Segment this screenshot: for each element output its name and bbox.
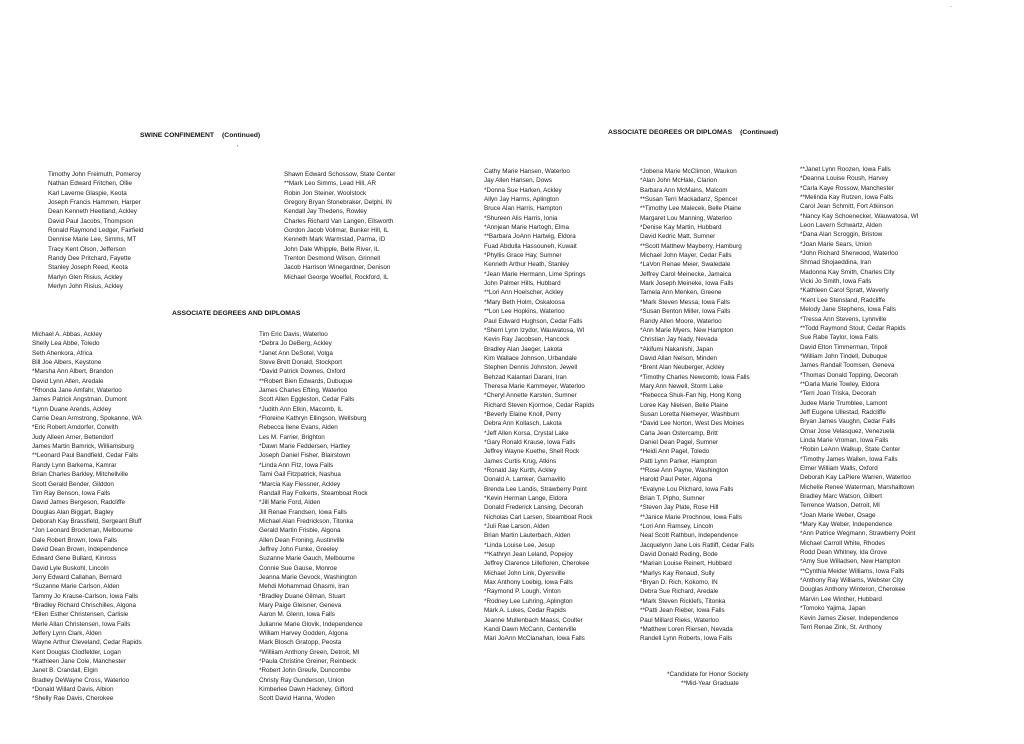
graduate-entry: *Eric Robert Arndorfer, Corwith xyxy=(32,424,119,432)
graduate-entry: Bruce Alan Harris, Hampton xyxy=(484,205,563,213)
graduate-entry: Bradley Marc Watson, Gilbert xyxy=(800,493,883,501)
graduate-entry: **Leonard Paul Bandfield, Cedar Falls xyxy=(32,452,139,460)
graduate-entry: *Cheryl Annette Karsten, Sumner xyxy=(484,392,577,400)
graduate-entry: **Melinda Kay Rutzen, Iowa Falls xyxy=(800,194,894,202)
graduate-entry: Vicki Jo Smith, Iowa Falls xyxy=(800,278,872,286)
graduate-entry: Elmer William Walls, Oxford xyxy=(800,465,878,472)
graduate-entry: *Bradley Duane Gilman, Stuart xyxy=(259,592,346,600)
graduate-entry: *Mary Beth Holm, Oskaloosa xyxy=(484,298,565,306)
graduate-entry: *Joan Marie Sears, Union xyxy=(800,240,872,248)
graduate-entry: Steve Brett Donald, Stockport xyxy=(259,359,342,367)
graduate-entry: Dale Robert Brown, Iowa Falls xyxy=(32,536,118,544)
graduate-entry: Trenton Desmond Wilson, Grinnell xyxy=(284,255,381,263)
graduate-entry: *Donna Sue Harken, Ackley xyxy=(484,186,562,194)
graduate-entry: Tamela Ann Menken, Greene xyxy=(640,289,722,297)
graduate-entry: Mary Ann Newell, Storm Lake xyxy=(640,382,723,390)
graduate-entry: Christian Jay Nady, Nevada xyxy=(640,336,718,344)
graduate-entry: Shawn Edward Schossow, State Center xyxy=(284,171,396,178)
graduate-entry: *Amy Sue Willadsen, New Hampton xyxy=(800,558,901,566)
section-title: ASSOCIATE DEGREES AND DIPLOMAS xyxy=(172,310,301,317)
graduate-entry: *William John Tindell, Dubuque xyxy=(800,352,888,360)
graduate-entry: **Cynthia Meider Williams, Iowa Falls xyxy=(800,567,905,575)
graduate-entry: *Marsha Ann Albert, Brandon xyxy=(32,368,114,376)
graduate-entry: *Williiam Anthony Green, Detroit, MI xyxy=(259,648,360,656)
graduate-entry: Jerry Edward Callahan, Bernard xyxy=(32,573,122,581)
graduate-entry: *Dawn Marie Feddersen, Hartley xyxy=(259,443,351,451)
graduate-entry: Brenda Lee Landis, Strawberry Point xyxy=(484,485,587,493)
graduate-entry: David James Bergeson, Radcliffe xyxy=(32,499,125,507)
graduate-entry: David Allan Nelson, Minden xyxy=(640,354,718,362)
graduate-entry: Bradley DeWayne Cross, Waterloo xyxy=(32,676,130,684)
graduate-entry: Cathy Marie Hansen, Waterloo xyxy=(484,168,570,175)
graduate-entry: Jill Renae Frandsen, Iowa Falls xyxy=(259,508,347,516)
graduate-entry: Fuad Abdulla Hassouneh, Kuwait xyxy=(484,242,577,250)
graduate-entry: *Tomoko Yajima, Japan xyxy=(800,605,866,613)
graduate-entry: *Gary Ronald Krause, Iowa Falls xyxy=(484,438,576,446)
graduate-entry: Kandi Dawn McCann, Centerville xyxy=(484,625,577,633)
graduate-entry: Neal Scott Rathbun, Independence xyxy=(640,532,739,540)
graduate-entry: Karl Laverne Glaspie, Keota xyxy=(48,189,127,197)
graduate-entry: Tami Gail Fitzpatrick, Nashua xyxy=(259,471,341,479)
graduate-entry: Kenneth Arthur Heath, Stanley xyxy=(484,261,570,269)
graduate-entry: James Martin Bamrick, Williamsburg xyxy=(32,443,134,451)
graduate-entry: Jeffrey Carol Meinecke, Jamaica xyxy=(640,270,732,278)
graduate-entry: William Harvey Godden, Algona xyxy=(259,630,348,637)
graduate-entry: *Evalyne Lou Pilchard, Iowa Falls xyxy=(640,485,734,493)
graduate-entry: **Lori Ann Hoelscher, Ackley xyxy=(484,289,564,297)
graduate-entry: Kimberlee Dawn Hackney, Gifford xyxy=(259,686,354,694)
associate-names-column-2 xyxy=(259,330,368,704)
graduate-entry: *Anthony Ray Williams, Webster City xyxy=(800,577,904,585)
graduate-entry: *Suzanne Marie Carlson, Alden xyxy=(32,583,120,591)
graduate-entry: *Shureen Alis Harris, Ionia xyxy=(484,214,558,222)
graduate-entry: Joseph Daniel Fisher, Blairstown xyxy=(259,452,351,460)
graduate-entry: Randy Allen Moore, Waterloo xyxy=(640,317,722,325)
graduate-entry: Timothy John Freimuth, Pomeroy xyxy=(48,171,141,178)
graduate-entry: *Rhonda Jane Amfahr, Waterloo xyxy=(32,387,122,395)
graduate-entry: *Bryan D. Rich, Kokomo, IN xyxy=(640,579,718,587)
graduate-entry: Dean Kenneth Heetland, Ackley xyxy=(48,208,137,216)
graduate-entry: *Janet Ann DeSotel, Volga xyxy=(259,349,333,357)
graduate-entry: Christy Ray Gunderson, Union xyxy=(259,676,345,684)
graduate-entry: James Randall Toomsen, Geneva xyxy=(800,362,895,370)
graduate-entry: Ronald Raymond Ledger, Fairfield xyxy=(48,227,144,235)
graduate-entry: *John Richard Sherwood, Waterloo xyxy=(800,250,899,258)
graduate-entry: James Curtis Krug, Atkins xyxy=(484,457,557,465)
graduate-entry: Linda Marie Vroman, Iowa Falls xyxy=(800,436,889,444)
graduate-entry: *Jean Marie Hermann, Lime Springs xyxy=(484,270,586,278)
section-title: ASSOCIATE DEGREES OR DIPLOMAS xyxy=(608,129,733,136)
graduate-entry: *Mark Steven Ricklefs, Titonka xyxy=(640,597,726,605)
graduate-entry: Judee Marie Trumblee, Lamont xyxy=(800,399,888,407)
graduate-entry: *Rodney Lee Luhring, Aplington xyxy=(484,597,573,605)
graduate-entry: *LaVon Renae Meier, Swaledale xyxy=(640,261,731,269)
graduate-entry: Randy Dee Pritchard, Fayette xyxy=(48,255,131,263)
graduate-entry: **Susan Terri Mackadanz, Spencer xyxy=(640,196,738,204)
graduate-entry: John Dale Whipple, Belle River, IL xyxy=(284,245,380,253)
graduate-entry: Richard Steven Kjormoe, Cedar Rapids xyxy=(484,401,595,409)
graduate-entry: Rodd Dean Whitney, Ida Grove xyxy=(800,549,888,557)
graduate-entry: Jacquelynn Jane Lois Ratliff, Cedar Falls xyxy=(640,541,754,549)
graduate-entry: Janet B. Crandall, Elgin xyxy=(32,667,98,675)
graduate-entry: *Donald Willard Davis, Albion xyxy=(32,686,114,694)
graduate-entry: Charles Richard Van Langen, Ellsworth xyxy=(284,217,394,225)
graduate-entry: **Rose Ann Payne, Washington xyxy=(640,467,729,474)
graduate-entry: Bill Joe Albers, Keystone xyxy=(32,359,102,367)
graduate-entry: David Donald Reding, Bode xyxy=(640,551,718,559)
graduate-entry: *Kent Lee Stensland, Radcliffe xyxy=(800,296,886,304)
graduate-entry: **Darla Marie Towley, Eldora xyxy=(800,380,880,388)
swine-names-column-2 xyxy=(284,170,395,282)
graduate-entry: Debra Ann Kollasch, Lakota xyxy=(484,420,562,428)
graduate-entry: Allen Dean Froning, Austinville xyxy=(259,536,345,544)
graduate-entry: Donald Frederick Lansing, Decorah xyxy=(484,504,584,512)
graduate-entry: *Ronald Jay Kurth, Ackley xyxy=(484,467,557,474)
associate-degrees-continued-header xyxy=(608,129,778,136)
graduate-entry: Rebecca Ilene Evans, Alden xyxy=(259,424,338,432)
graduate-entry: *Jill Marie Ford, Alden xyxy=(259,499,321,507)
graduate-entry: *Nancy Kay Schoenecker, Wauwatosa, WI xyxy=(800,212,919,220)
graduate-entry: *Kathleen Jane Cole, Manchester xyxy=(32,658,126,666)
graduate-entry: James Patrick Angstman, Dumont xyxy=(32,396,127,404)
graduate-entry: *Steven Jay Plate, Rose Hill xyxy=(640,504,719,512)
scan-mark: . xyxy=(950,2,952,9)
graduate-entry: Carla Jean Ostercamp, Britt xyxy=(640,429,718,437)
graduate-entry: Leon Lavern Schwartz, Alden xyxy=(800,222,882,230)
graduate-entry: *Beverly Elaine Knoll, Perry xyxy=(484,410,561,418)
graduate-entry: David Paul Jacobs, Thompson xyxy=(48,217,134,225)
associate-degrees-header xyxy=(172,310,300,317)
graduate-entry: Harold Paul Peter, Algona xyxy=(640,476,713,484)
graduate-entry: *Marian Louise Reinert, Hubbard xyxy=(640,560,732,568)
graduate-entry: Edward Gene Bullard, Kinross xyxy=(32,555,117,563)
graduate-entry: Seth Ahenkora, Africa xyxy=(32,349,93,357)
graduate-entry: *Jon Leonard Brockman, Melbourne xyxy=(32,527,133,535)
graduate-entry: Allyn Jay Harms, Aplington xyxy=(484,196,559,204)
graduate-entry: Daniel Dean Pagel, Sumner xyxy=(640,438,719,446)
graduate-entry: *Juli Rae Larson, Alden xyxy=(484,523,550,531)
graduate-entry: Julianne Marie Glovik, Independence xyxy=(259,620,363,628)
graduate-entry: Kevin James Zieser, Independence xyxy=(800,614,899,622)
graduate-entry: *Robert John Greufe, Duncombe xyxy=(259,667,351,675)
graduate-entry: *Shelly Rae Davis, Cherokee xyxy=(32,695,114,703)
graduate-entry: Michael John Mayer, Cedar Falls xyxy=(640,252,732,260)
continued-label: (Continued) xyxy=(740,129,779,136)
graduate-entry: *Brent Alan Neuberger, Ackley xyxy=(640,364,725,372)
graduate-entry: Kevin Ray Jacobsen, Hancock xyxy=(484,336,570,344)
graduate-entry: **Janice Marie Prochnow, Iowa Falls xyxy=(640,513,742,521)
graduate-entry: Michael George Woelfel, Rockford, IL xyxy=(284,273,389,281)
graduate-entry: *Mary Kay Weber, Independence xyxy=(800,521,893,529)
graduate-entry: *Carla Kaye Rossow, Manchester xyxy=(800,184,894,192)
graduate-entry: Nathan Edward Fritchen, Ollie xyxy=(48,180,132,188)
graduate-entry: **Todd Raymond Stout, Cedar Rapids xyxy=(800,324,906,332)
graduate-entry: Deborah Kay LaPiere Warren, Waterloo xyxy=(800,474,911,482)
graduate-entry: Aaron M. Glenn, Iowa Falls xyxy=(259,611,335,619)
graduate-entry: Paul Millard Rieks, Waterloo xyxy=(640,616,719,624)
graduate-entry: **Robert Bien Edwards, Dubuque xyxy=(259,377,353,385)
graduate-entry: *Floreine Kathryn Ellingson, Wellsburg xyxy=(259,415,367,423)
graduate-entry: *Susan Benton Miller, Iowa Falls xyxy=(640,308,731,316)
graduate-entry: *Marcia Kay Flessner, Ackley xyxy=(259,480,341,488)
graduate-entry: Brian Martin Lauterbach, Alden xyxy=(484,532,571,540)
graduate-entry: Suzanne Marie Gauch, Melbourne xyxy=(259,555,355,563)
graduate-entry: David Dean Brown, Independence xyxy=(32,545,128,553)
graduate-entry: Tracy Kent Olson, Jefferson xyxy=(48,245,126,253)
graduate-entry: *David Patrick Downes, Oxford xyxy=(259,368,346,376)
graduate-entry: *Annjean Marie Hartogh, Elma xyxy=(484,224,570,232)
graduate-entry: Bradley Alan Jaeger, Lakota xyxy=(484,345,563,353)
graduate-entry: Carol Jean Schmitt, Fort Atkinson xyxy=(800,203,894,211)
graduate-entry: *Linda Ann Fitz, Iowa Falls xyxy=(259,461,334,469)
graduate-entry: Kenneth Mark Warmstad, Parma, ID xyxy=(284,236,386,244)
graduate-entry: **Kathryn Jean Leland, Popejoy xyxy=(484,551,573,559)
graduate-entry: *Denise Kay Martin, Hubbard xyxy=(640,224,722,232)
graduate-entry: *Timothy James Wallen, Iowa Falls xyxy=(800,455,898,463)
graduate-entry: Mary Paige Gleisner, Geneva xyxy=(259,601,342,609)
graduate-entry: Mark A. Lukes, Cedar Rapids xyxy=(484,607,566,615)
associate-names-column-4 xyxy=(640,167,754,644)
section-title: SWINE CONFINEMENT xyxy=(140,132,215,139)
graduate-entry: Jeanne Mullenbach Maass, Coulter xyxy=(484,616,583,624)
graduate-entry: *Thomas Donald Topping, Decorah xyxy=(800,371,898,379)
graduate-entry: *Linda Louise Lee, Jesup xyxy=(484,541,555,549)
graduate-entry: Terrence Watson, Detroit, MI xyxy=(800,502,880,510)
graduate-entry: Michael Carroll White, Rhodes xyxy=(800,539,886,547)
graduate-entry: Jacob Harrison Winegardner, Denison xyxy=(284,264,391,272)
graduate-entry: *Bradley Richard Chrischilles, Algona xyxy=(32,601,136,609)
graduate-entry: Wayne Arthur Cleveland, Cedar Rapids xyxy=(32,639,142,647)
graduate-entry: Judy Alleen Arner, Bettendorf xyxy=(32,433,114,441)
graduate-entry: Randall Ray Folkerts, Steamboat Rock xyxy=(259,489,368,497)
graduate-entry: *Akifumi Nakanishi, Japan xyxy=(640,345,714,353)
graduate-entry: *Ellen Esther Christensen, Carlisle xyxy=(32,611,129,619)
graduate-entry: Kim Wallace Johnson, Urbandale xyxy=(484,354,577,362)
graduate-entry: Marlyn Glen Risius, Ackley xyxy=(48,273,123,281)
graduate-entry: Douglas Anthony Winteron, Cherokee xyxy=(800,586,906,594)
graduate-entry: David Lyle Buskohl, Lincoln xyxy=(32,564,109,572)
graduate-entry: Scott Allen Eggleston, Cedar Falls xyxy=(259,396,355,404)
graduate-entry: Gerald Martin Frisbie, Algona xyxy=(259,527,341,535)
graduate-entry: *Ann Marie Myers, New Hampton xyxy=(640,326,734,334)
graduate-entry: Stanley Joseph Reed, Keota xyxy=(48,264,128,272)
graduate-entry: *Deanna Louise Roush, Harvey xyxy=(800,175,889,183)
graduate-entry: Paul Edward Hughson, Cedar Falls xyxy=(484,317,583,325)
graduate-entry: *Lynn Duane Arends, Ackley xyxy=(32,405,112,413)
graduate-entry: Stephen Dennis Johnston, Jewell xyxy=(484,364,578,372)
graduate-entry: Connie Sue Gause, Monroe xyxy=(259,564,338,572)
graduate-entry: Scott David Hanna, Woden xyxy=(259,695,335,703)
graduate-entry: Debra Sue Richard, Aredale xyxy=(640,588,719,596)
graduate-entry: Omar Jose Velasquez, Venezuela xyxy=(800,427,895,435)
graduate-entry: Madonna Kay Smith, Charles City xyxy=(800,268,895,276)
graduate-entry: Marvin Lee Winther, Hubbard xyxy=(800,595,882,603)
graduate-entry: Behzad Kalantari Darani, Iran xyxy=(484,373,567,381)
graduate-entry: *Alan John McHale, Clarion xyxy=(640,177,717,185)
graduate-entry: Gordon Jacob Vollmar, Bunker Hill, IL xyxy=(284,227,389,235)
graduate-entry: *Judith Ann Elkin, Macomb, IL xyxy=(259,405,343,413)
associate-names-column-1 xyxy=(32,330,142,704)
graduate-entry: Melody Jane Stephens, Iowa Falls xyxy=(800,306,896,314)
graduate-entry: Michelle Renee Waterman, Marshalltown xyxy=(800,483,915,491)
graduate-entry: Jeff Eugene Ullestad, Radcliffe xyxy=(800,408,886,416)
graduate-entry: Michael John Link, Dyersville xyxy=(484,569,566,577)
graduate-entry: Jeffrey Wayne Kuethe, Shell Rock xyxy=(484,448,580,456)
graduate-entry: *Kevin Herman Lange, Eldora xyxy=(484,495,568,503)
graduate-entry: Barbara Ann McMains, Malcom xyxy=(640,186,728,194)
graduate-entry: John Palmer Hills, Hubbard xyxy=(484,280,561,288)
graduate-entry: Shmad Shojaeddina, Iran xyxy=(800,259,872,267)
graduate-entry: Susan Loretta Niemeyer, Washburn xyxy=(640,410,740,418)
graduate-entry: Brian Charles Barkley, Mitchellville xyxy=(32,471,129,479)
graduate-entry: Merlyn John Risius, Ackley xyxy=(48,283,123,291)
graduate-entry: *Timothy Charles Newcomb, Iowa Falls xyxy=(640,373,750,381)
graduate-entry: Tim Ray Benson, Iowa Falls xyxy=(32,489,111,497)
graduate-entry: **Barbara JoAnn Hartwig, Eldora xyxy=(484,233,576,241)
graduate-entry: David Elton Timmerman, Tripoli xyxy=(800,343,888,351)
graduate-entry: Dennise Marie Lee, Simms, MT xyxy=(48,236,137,244)
graduate-entry: *Tressa Ann Stevens, Lynnville xyxy=(800,315,887,323)
graduate-entry: David Kedric Matt, Sumner xyxy=(640,233,716,241)
graduate-entry: Shelly Lea Abbe, Toledo xyxy=(32,340,100,348)
graduate-entry: Scott Gerald Bender, Gilddon xyxy=(32,480,114,488)
graduate-entry: *Joan Marie Weber, Osage xyxy=(800,511,876,519)
graduate-entry: Sue Rabe Taylor, Iowa Falls xyxy=(800,334,878,342)
graduate-entry: Loree Kay Nielsen, Belle Plaine xyxy=(640,401,729,409)
graduate-entry: *Lori Ann Ramsey, Lincoln xyxy=(640,523,714,531)
graduate-entry: James Charles Efting, Waterloo xyxy=(259,387,348,395)
graduate-entry: Terri Renae Zink, St. Anthony xyxy=(800,623,882,631)
graduate-entry: *Kathleen Carol Spratt, Waverly xyxy=(800,287,889,295)
footnote-honor-society: *Candidate for Honor Society xyxy=(667,671,749,678)
graduate-entry: *Phyllis Grace Hay, Sumner xyxy=(484,252,562,260)
graduate-entry: **Scott Matthew Mayberry, Hamburg xyxy=(640,242,742,250)
graduate-entry: Patti Lynn Parker, Hampton xyxy=(640,457,717,465)
graduate-entry: Nicholas Carl Larsen, Steamboat Rock xyxy=(484,513,593,521)
graduate-entry: **Lon Lee Hopkins, Waterloo xyxy=(484,308,565,316)
graduate-entry: *Heidi Ann Pagel, Toledo xyxy=(640,448,710,456)
graduate-entry: Randy Lynn Barkema, Kamrar xyxy=(32,461,117,469)
graduate-entry: **Patti Jean Rieber, Iowa Falls xyxy=(640,607,725,615)
graduate-entry: Robin Jon Steiner, Woolstock xyxy=(284,189,367,197)
footnotes xyxy=(667,670,749,689)
graduate-entry: Deborah Kay Brassfield, Sergeant Bluff xyxy=(32,517,142,525)
graduate-entry: *Marlys Kay Renaud, Sully xyxy=(640,569,715,577)
graduate-entry: Brian T. Pipho, Sumner xyxy=(640,495,705,503)
graduate-entry: *David Lee Norton, West Des Moines xyxy=(640,420,745,428)
graduate-entry: *Dana Alan Scroggin, Bristow xyxy=(800,231,883,239)
graduate-entry: **Mark Leo Simms, Lead Hill, AR xyxy=(284,180,377,188)
swine-names-column-1 xyxy=(48,170,144,291)
graduate-entry: *Mark Steven Messa, Iowa Falls xyxy=(640,298,730,306)
graduate-entry: Donald A. Lamker, Garnavillo xyxy=(484,476,566,484)
graduate-entry: Michael A. Abbas, Ackley xyxy=(32,331,103,338)
graduate-entry: Theresa Marie Kammeyer, Waterloo xyxy=(484,382,585,390)
graduate-entry: Kendall Jay Thedens, Rowley xyxy=(284,208,367,216)
graduate-entry: *Rebecca Shuk-Fan Ng, Hong Kong xyxy=(640,392,742,400)
graduate-entry: Tammy Jo Krause-Carlson, Iowa Falls xyxy=(32,592,139,600)
graduate-entry: Jeffrey John Funke, Greeley xyxy=(259,545,338,553)
graduate-entry: Jay Allen Hansen, Dows xyxy=(484,177,552,185)
graduate-entry: Margaret Lou Manning, Waterloo xyxy=(640,214,732,222)
graduate-entry: *Sherri Lynn Izydor, Wauwatosa, WI xyxy=(484,326,585,334)
graduate-entry: *Jeff Allen Korsa, Crystal Lake xyxy=(484,429,569,437)
graduate-entry: Kent Douglas Clodfelder, Logan xyxy=(32,648,121,656)
graduate-entry: Jeanna Marie Gevock, Washington xyxy=(259,573,357,581)
graduate-entry: *Matthew Loren Riersen, Nevada xyxy=(640,625,733,633)
graduate-entry: Mark Blosch Gratopp, Peosta xyxy=(259,639,342,647)
graduate-entry: Mark Joseph Meineke, Iowa Falls xyxy=(640,280,734,288)
graduate-entry: Merle Allan Christensen, Iowa Falls xyxy=(32,620,131,628)
graduate-entry: Randell Lynn Roberts, Iowa Falls xyxy=(640,635,733,643)
scan-mark: ' xyxy=(237,145,239,152)
graduate-entry: Michael Alan Fredrickson, Titonka xyxy=(259,517,354,525)
graduate-entry: Jeffery Lynn Clark, Alden xyxy=(32,630,102,637)
graduate-entry: **Janet Lynn Roozen, Iowa Falls xyxy=(800,166,891,173)
graduate-entry: *Robin LeAnn Walkup, State Center xyxy=(800,446,901,454)
graduate-entry: Max Anthony Loebig, Iowa Falls xyxy=(484,579,573,587)
footnote-mid-year: **Mid-Year Graduate xyxy=(681,680,739,688)
graduate-entry: *Raymond P. Lough, Vinton xyxy=(484,588,561,596)
graduate-entry: *Paula Christine Greiner, Reinbeck xyxy=(259,658,357,666)
graduate-entry: Les M. Farrier, Brighton xyxy=(259,433,325,441)
associate-names-column-3 xyxy=(484,167,594,644)
graduate-entry: Carrie Dean Armstrong, Spokanne, WA xyxy=(32,415,142,423)
graduate-entry: Tim Eric Davis, Waterloo xyxy=(259,331,328,338)
graduate-entry: Bryan James Vaughn, Cedar Falls xyxy=(800,418,896,426)
graduate-entry: *Jobena Marie McClimon, Waukon xyxy=(640,168,737,175)
graduate-entry: **Timothy Lee Malecek, Belle Plaine xyxy=(640,205,742,213)
graduate-entry: Douglas Alan Biggart, Bagley xyxy=(32,508,114,516)
graduate-entry: Mari JoAnn McClanahan, Iowa Falls xyxy=(484,635,585,643)
graduate-entry: *Debra Jo DeBerg, Ackley xyxy=(259,340,332,348)
graduate-entry: *Terri Joan Triska, Decorah xyxy=(800,390,876,398)
graduate-entry: Joseph Francis Hammen, Harper xyxy=(48,199,141,207)
continued-label: (Continued) xyxy=(222,132,261,139)
associate-names-column-5 xyxy=(800,165,918,632)
graduate-entry: *Ann Patrice Wegmann, Strawberry Point xyxy=(800,530,916,538)
graduate-entry: David Lynn Allen, Aredale xyxy=(32,377,104,385)
graduate-entry: Mehdi Mohammad Ghasmi, Iran xyxy=(259,583,349,591)
graduate-entry: Gregory Bryan Stonebraker, Delphi, IN xyxy=(284,199,392,207)
swine-confinement-header xyxy=(140,132,260,139)
graduate-entry: Jeffrey Clarence Lillefloren, Cherokee xyxy=(484,560,590,568)
